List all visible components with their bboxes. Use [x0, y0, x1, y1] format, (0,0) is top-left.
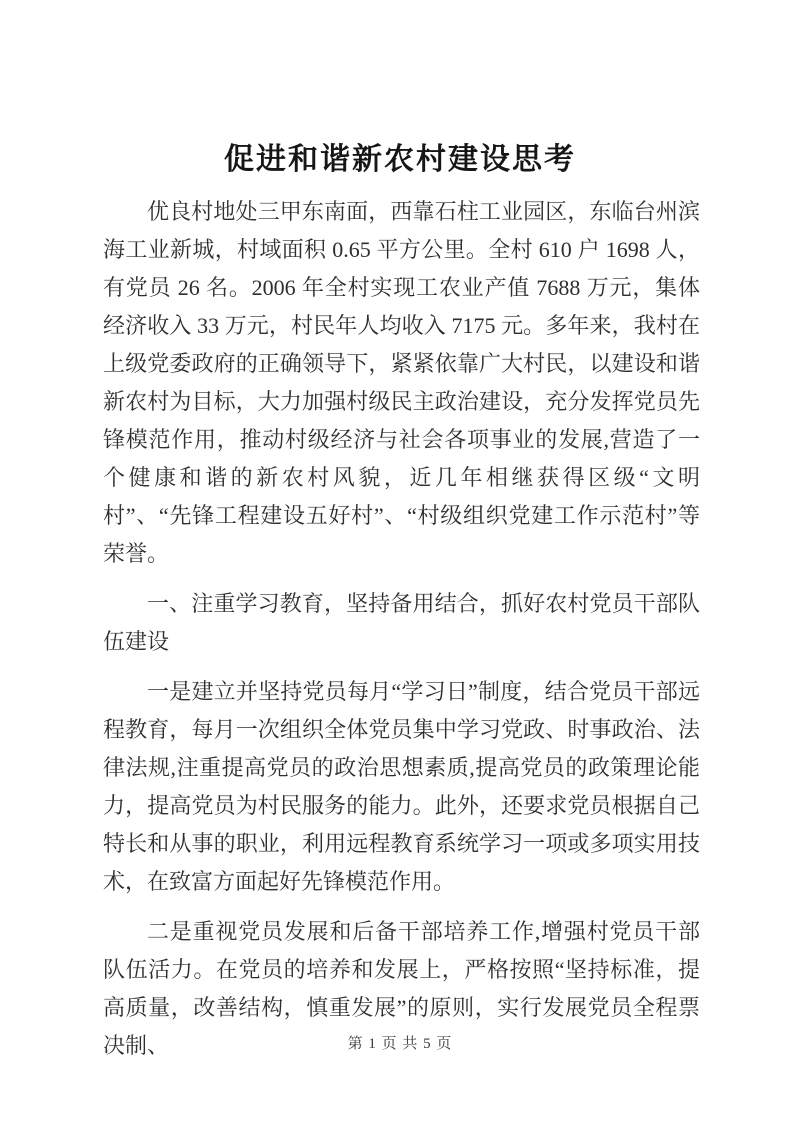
paragraph-point-two: 二是重视党员发展和后备干部培养工作,增强村党员干部队伍活力。在党员的培养和发展上，严格按照“坚持标准，提高质量，改善结构，慎重发展”的原则，实行发展党员全程票决制、 [103, 919, 700, 1058]
paragraph-section-one-heading: 一、注重学习教育，坚持备用结合，抓好农村党员干部队伍建设 [103, 591, 700, 654]
document-body [103, 193, 700, 1077]
paragraph-point-one: 一是建立并坚持党员每月“学习日”制度，结合党员干部远程教育，每月一次组织全体党员集中学习党政、时事政治、法律法规,注重提高党员的政治思想素质,提高党员的政策理论能力，提高党员为村民服务的能力。此外，还要求党员根据自己特长和从事的职业，利用远程教育系统学习一项或多项实用技术，在致富方面起好先锋模范作用。 [103, 679, 700, 894]
page-number: 第 1 页 共 5 页 [347, 1036, 453, 1052]
document-title: 促进和谐新农村建设思考 [224, 143, 576, 176]
paragraph-intro: 优良村地处三甲东南面，西靠石柱工业园区，东临台州滨海工业新城，村域面积 0.65 平方公里。全村 610 户 1698 人，有党员 26 名。2006 年全村实现工农业产值 7688 万元，集体经济收入 33 万元，村民年人均收入 7175 元。多年来，我村在上级党委政府的正确领导下，紧紧依靠广大村民，以建设和谐新农村为目标，大力加强村级民主政治建设，充分发挥党员先锋模范作用，推动村级经济与社会各项事业的发展,营造了一个健康和谐的新农村风貌，近几年相继获得区级“文明村”、“先锋工程建设五好村”、“村级组织党建工作示范村”等荣誉。 [103, 199, 700, 566]
